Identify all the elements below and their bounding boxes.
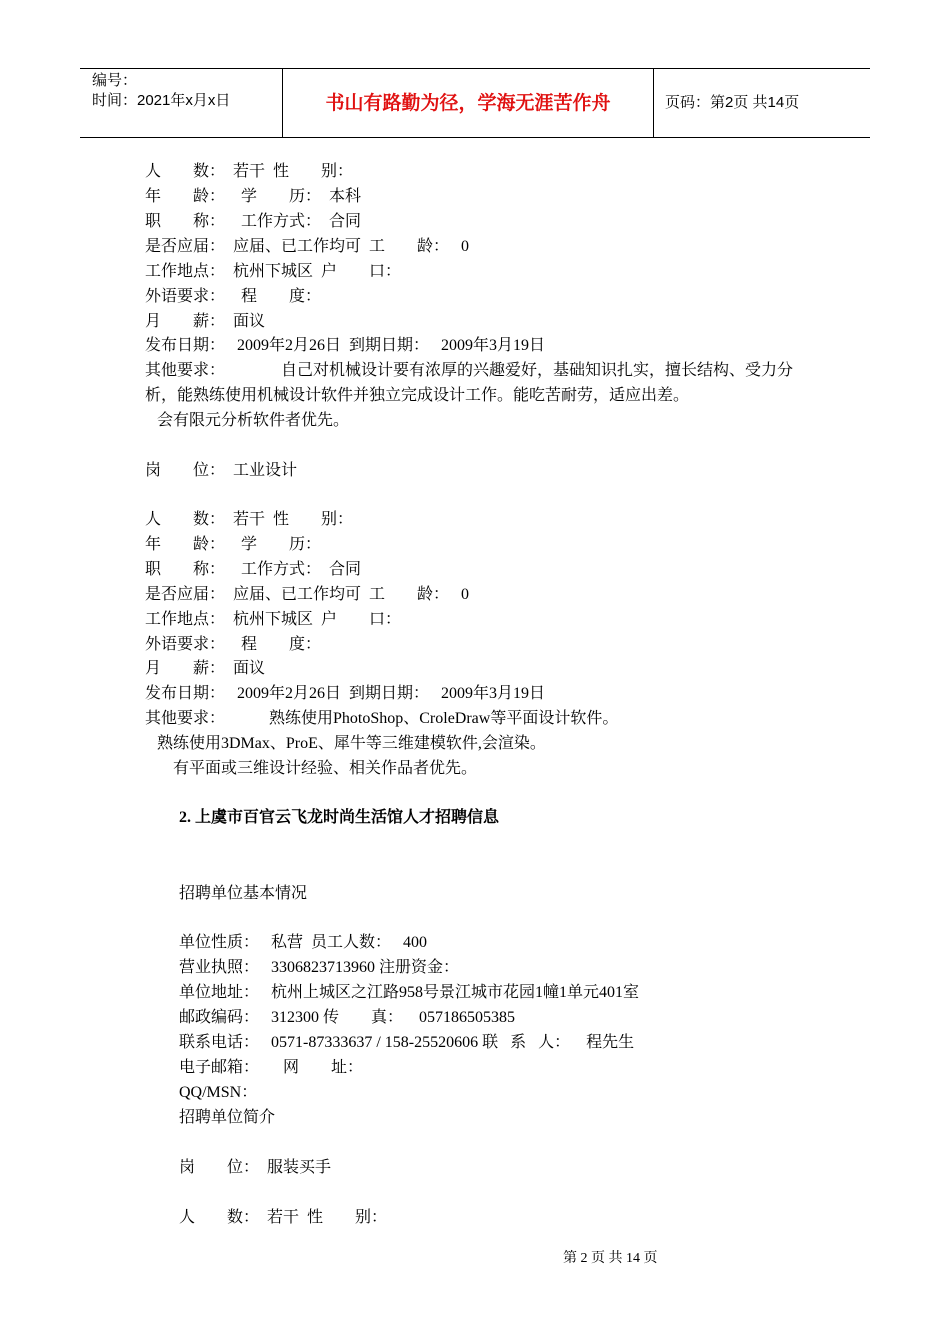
company-info-line: 电子邮箱： 网 址： (179, 1059, 364, 1076)
body-line: 人 数： 若干 性 别： (179, 1209, 388, 1226)
subsection-heading: 招聘单位基本情况 (179, 885, 308, 902)
company-info-line: 营业执照： 3306823713960 注册资金： (179, 959, 460, 976)
body-line: 是否应届： 应届、已工作均可 工 龄： 0 (145, 238, 470, 255)
job-title-line: 岗 位： 工业设计 (145, 462, 298, 479)
body-line: 发布日期： 2009年2月26日 到期日期： 2009年3月19日 (145, 337, 546, 354)
body-line: 有平面或三维设计经验、相关作品者优先。 (145, 760, 478, 777)
body-line: 月 薪： 面议 (145, 660, 266, 677)
body-line: 人 数： 若干 性 别： (145, 511, 354, 528)
body-line: 是否应届： 应届、已工作均可 工 龄： 0 (145, 586, 470, 603)
company-info-line: 邮政编码： 312300 传 真： 057186505385 (179, 1009, 516, 1026)
job-title-line: 岗 位： 服装买手 (179, 1159, 332, 1176)
header-motto: 书山有路勤为径，学海无涯苦作舟 (283, 69, 654, 137)
body-line: 职 称： 工作方式： 合同 (145, 213, 362, 230)
company-info-line: 单位性质： 私营 员工人数： 400 (179, 934, 428, 951)
document-number: 编号： (92, 72, 138, 89)
body-line: 外语要求： 程 度： (145, 288, 322, 305)
body-line: 月 薪： 面议 (145, 313, 266, 330)
body-line: 发布日期： 2009年2月26日 到期日期： 2009年3月19日 (145, 685, 546, 702)
body-line: 其他要求： 自己对机械设计要有浓厚的兴趣爱好，基础知识扎实，擅长结构、受力分 (145, 362, 794, 379)
body-line: 年 龄： 学 历： 本科 (145, 188, 362, 205)
body-line: 工作地点： 杭州下城区 户 口： (145, 263, 402, 280)
page-header (80, 68, 870, 138)
section-heading: 2. 上虞市百官云飞龙时尚生活馆人才招聘信息 (179, 809, 500, 826)
body-line: 外语要求： 程 度： (145, 636, 322, 653)
body-line: 其他要求： 熟练使用PhotoShop、CroleDraw等平面设计软件。 (145, 710, 619, 727)
body-line: 工作地点： 杭州下城区 户 口： (145, 611, 402, 628)
company-info-line: 联系电话： 0571-87333637 / 158-25520606 联 系 人： 程先生 (179, 1034, 635, 1051)
body-line: 析，能熟练使用机械设计软件并独立完成设计工作。能吃苦耐劳，适应出差。 (145, 387, 690, 404)
body-line: 人 数： 若干 性 别： (145, 163, 354, 180)
subsection-heading: 招聘单位简介 (179, 1109, 276, 1126)
body-line: 职 称： 工作方式： 合同 (145, 561, 362, 578)
body-line: 熟练使用3DMax、ProE、犀牛等三维建模软件,会渲染。 (145, 735, 546, 752)
body-line: 年 龄： 学 历： (145, 536, 322, 553)
page-footer: 第 2 页 共 14 页 (563, 1251, 658, 1266)
document-date: 时间：2021年x月x日 (92, 92, 231, 109)
header-page-info: 页码：第2页 共14页 (665, 94, 800, 111)
body-line: 会有限元分析软件者优先。 (145, 412, 350, 429)
company-info-line: 单位地址： 杭州上城区之江路958号景江城市花园1幢1单元401室 (179, 984, 640, 1001)
header-meta-cell (80, 69, 283, 137)
company-info-line: QQ/MSN： (179, 1084, 258, 1101)
